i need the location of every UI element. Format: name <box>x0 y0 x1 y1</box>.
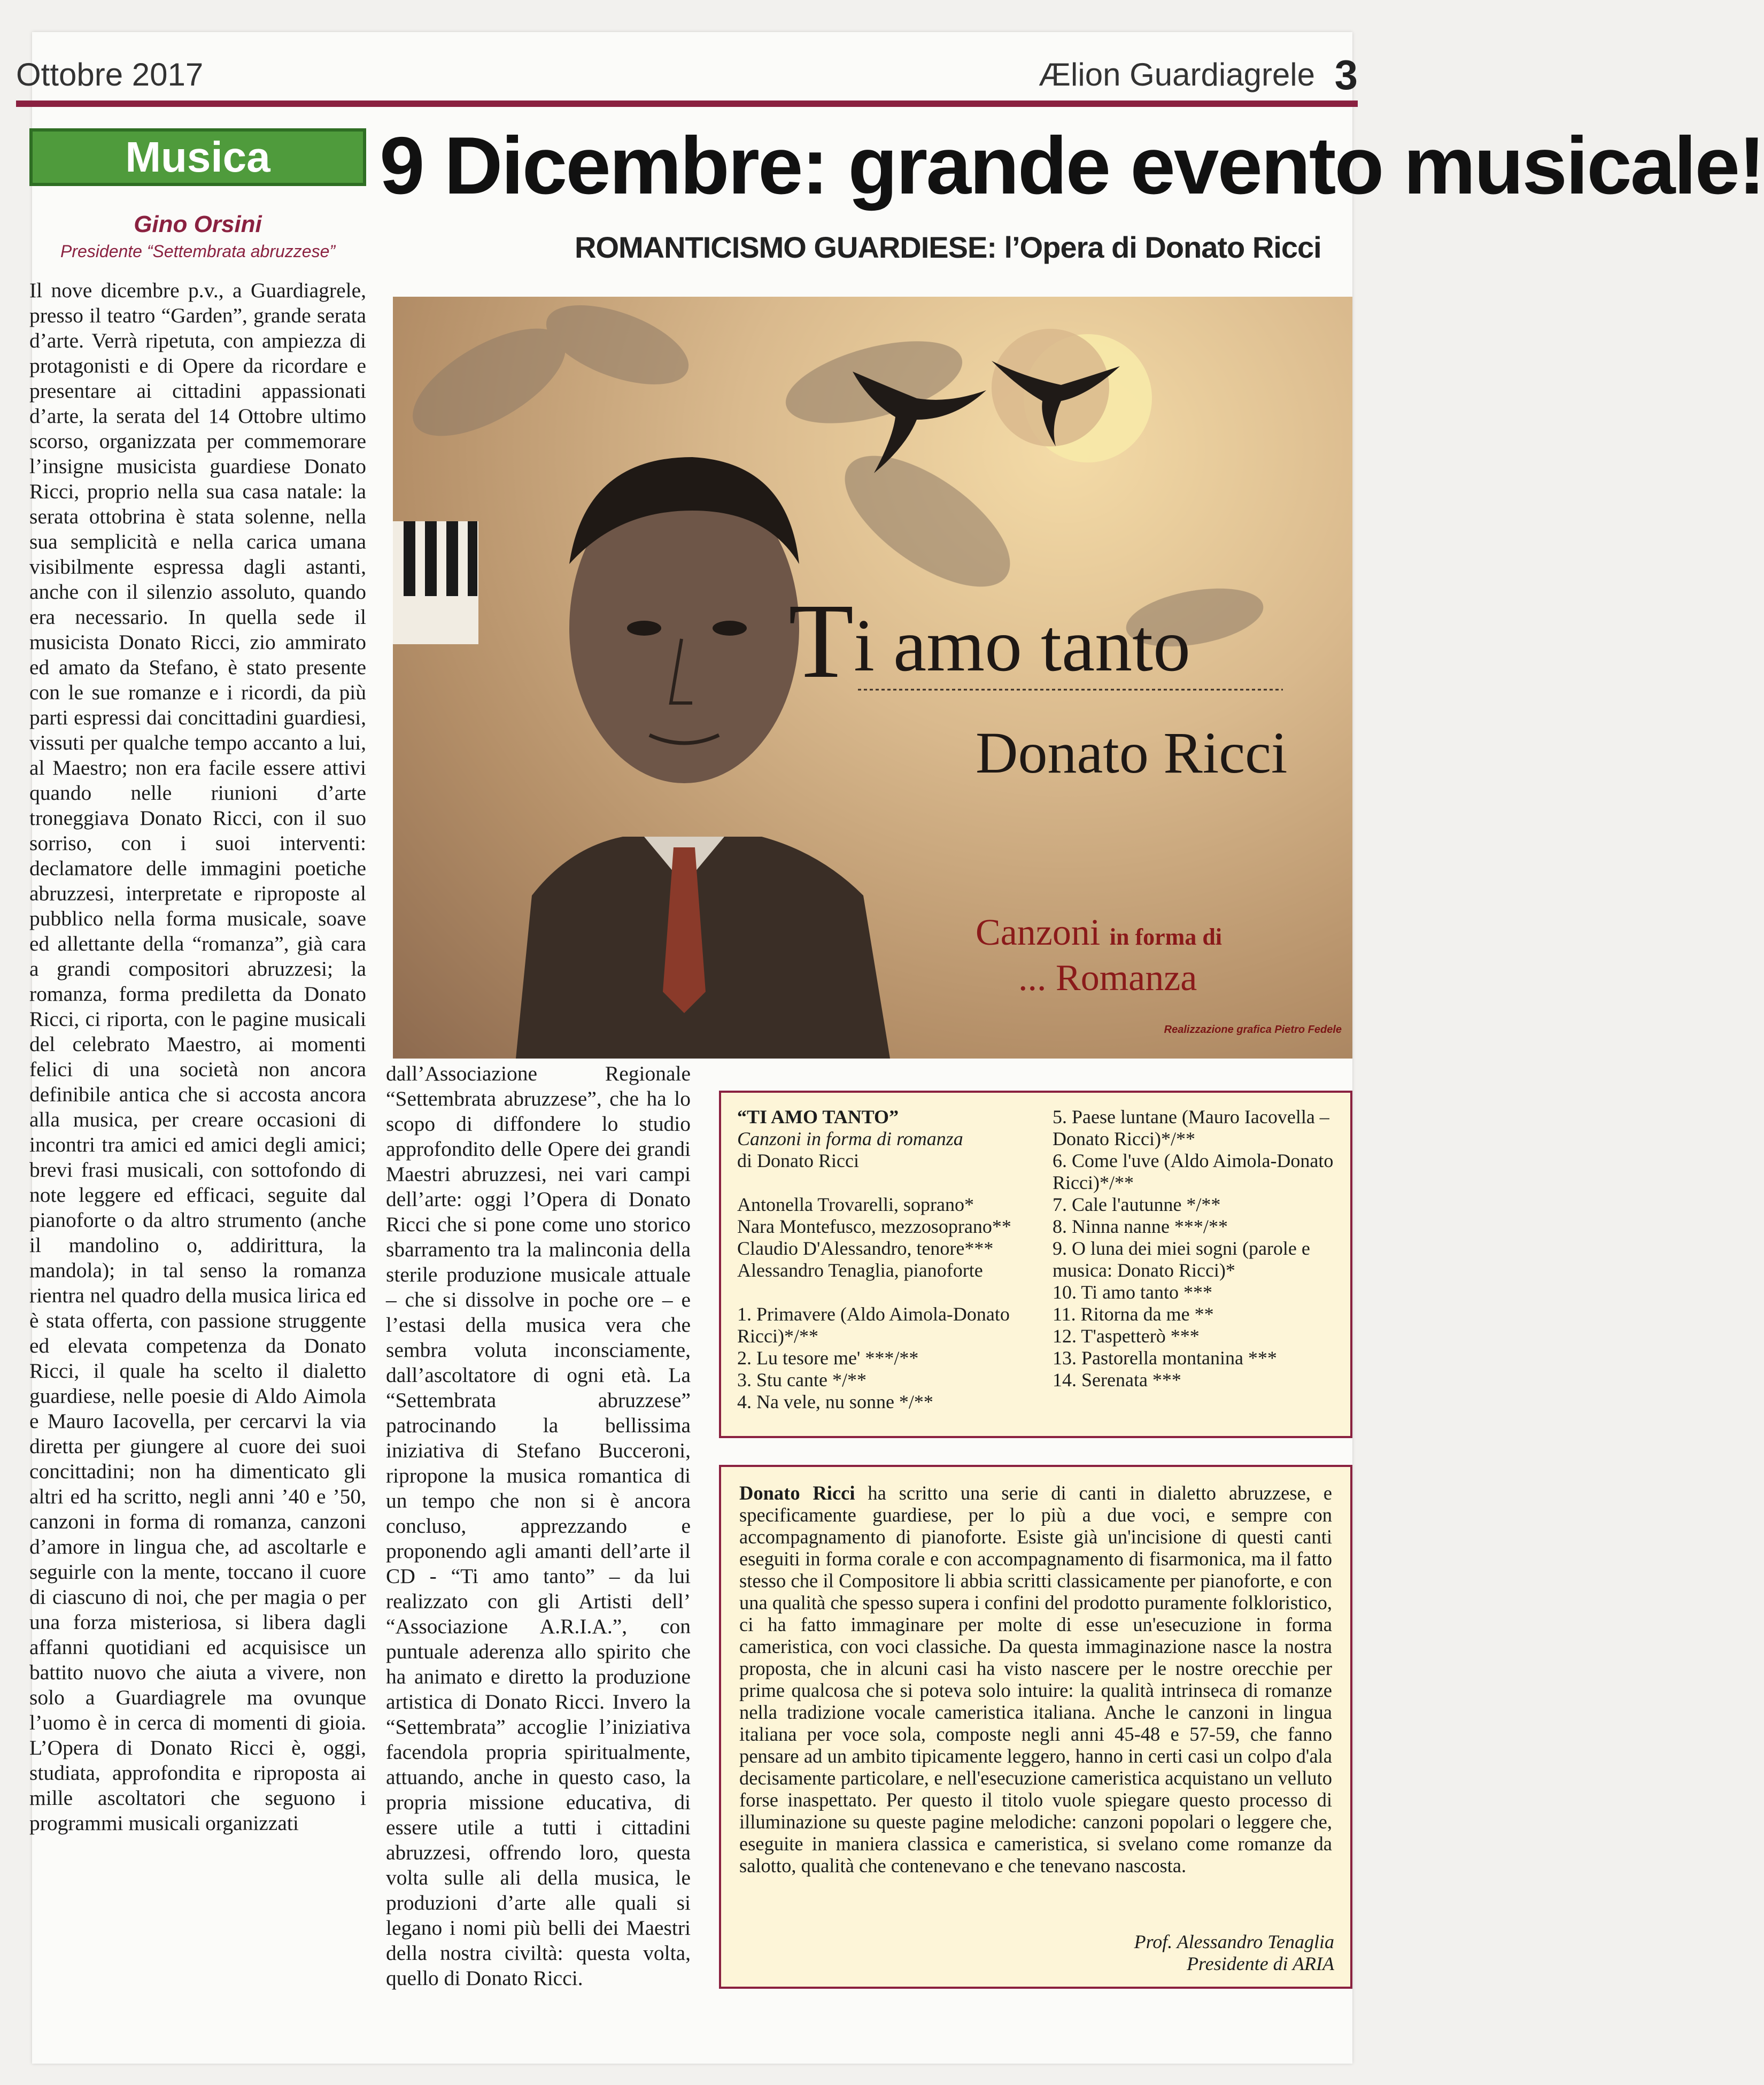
cover-tagline-1 <box>976 912 1222 954</box>
track-item: 9. O luna dei miei sogni (parole e musica: Donato Ricci)* <box>1053 1238 1310 1281</box>
cover-tagline-2-initial: R <box>1056 957 1081 999</box>
signature <box>1134 1931 1334 1975</box>
header-rule <box>16 101 1358 107</box>
note-lead: Donato Ricci <box>739 1482 855 1504</box>
publication-name: Ælion Guardiagrele <box>1039 57 1315 92</box>
cover-composer: Donato Ricci <box>976 720 1288 785</box>
note-text: ha scritto una serie di canti in dialetto abruzzese, e specificamente guardiese, per lo più a due voci, e sempre con accompagnamento di pianoforte. Esiste già un'incisione di questi canti eseguiti in forma corale e con accompagnamento di fisarmonica, ma il fatto stesso che il Compositore li abbia scritti classicamente per pianoforte, e con una qualità che spesso supera i confini del prodotto puramente folkloristico, ci ha fatto immaginare per molte di esse un'esecuzione in forma cameristica, con voci classiche. Da questa immaginazione nasce la nostra proposta, che in alcuni casi ha visto nascere per le nostre orecchie per prime qualcosa che si poteva solo intuire: la qualità intrinseca di romanze nella tradizione vocale cameristica italiana. Anche le canzoni in lingua italiana per voce sola, composte negli anni 45-48 e 57-59, che fanno pensare ad un ambito tipicamente leggero, hanno in certi casi un colpo d'ala decisamente particolare, e nell'esecuzione cameristica acquistano un velluto forse inaspettato. Per questo il titolo vuole spiegare questo processo di illuminazione su queste pagine melodiche: canzoni popolari o leggere che, eseguite in maniera classica e cameristica, si svelano come romanze da salotto, qualità che contenevano e che tenevano nascosta. <box>739 1482 1332 1876</box>
cover-tagline-2 <box>1018 957 1197 1000</box>
track-item: 6. Come l'uve (Aldo Aimola-Donato Ricci)*/** <box>1053 1150 1334 1193</box>
cover-tagline-initial: C <box>976 912 1001 953</box>
track-item: 7. Cale l'autunne */** <box>1053 1194 1221 1215</box>
headline: 9 Dicembre: grande evento musicale! <box>380 120 1764 211</box>
cover-title-initial: T <box>788 582 854 700</box>
cover-title <box>788 580 1190 702</box>
author-role: Presidente “Settembrata abruzzese” <box>60 242 336 261</box>
cover-tagline-dots: ... <box>1018 957 1047 999</box>
section-label: Musica <box>29 128 366 186</box>
cover-tagline-word: anzoni <box>1000 912 1101 953</box>
track-item: 8. Ninna nanne ***/** <box>1053 1216 1228 1237</box>
track-item: 11. Ritorna da me ** <box>1053 1303 1214 1325</box>
page-number: 3 <box>1334 51 1358 98</box>
portrait-silhouette <box>516 457 890 1059</box>
cover-credit: Realizzazione grafica Pietro Fedele <box>1164 1024 1342 1036</box>
track-item: 5. Paese luntane (Mauro Iacovella – Donato Ricci)*/** <box>1053 1106 1329 1149</box>
track-item: 10. Ti amo tanto *** <box>1053 1281 1213 1303</box>
cd-cover-image <box>393 297 1352 1059</box>
cd-title: “TI AMO TANTO” <box>737 1106 899 1128</box>
cover-tagline-small: in forma di <box>1109 924 1223 950</box>
performer: Antonella Trovarelli, soprano* <box>737 1194 974 1215</box>
track-item: 12. T'aspetterò *** <box>1053 1325 1200 1347</box>
cd-subtitle: Canzoni in forma di romanza <box>737 1128 963 1149</box>
track-item: 3. Stu cante */** <box>737 1369 866 1391</box>
track-item: 4. Na vele, nu sonne */** <box>737 1391 933 1412</box>
composer-note-box <box>719 1465 1352 1989</box>
performer: Nara Montefusco, mezzosoprano** <box>737 1216 1011 1237</box>
cover-title-rest: i amo tanto <box>854 604 1191 687</box>
tracklist-left <box>737 1106 1036 1413</box>
cd-tracklist-box <box>719 1091 1352 1438</box>
signature-name: Prof. Alessandro Tenaglia <box>1134 1931 1334 1952</box>
cd-author: di Donato Ricci <box>737 1150 859 1171</box>
article-column-1: Il nove dicembre p.v., a Guardiagrele, presso il teatro “Garden”, grande serata d’arte. Verrà ripetuta, con ampiezza di protagonisti e di Opere da ricordare e presentare ai cittadini appassionati d’arte, la serata del 14 Ottobre ultimo scorso, organizzata per commemorare l’insigne musicista guardiese Donato Ricci, proprio nella sua casa natale: la serata ottobrina è stata solenne, nella sua semplicità e nella carica umana visibilmente espressa dagli astanti, anche con il silenzio assoluto, quando era necessario. In quella sede il musicista Donato Ricci, zio ammirato ed amato da Stefano, è stato presente con le sue romanze e i ricordi, da più parti espressi dai concittadini guardiesi, vissuti per qualche tempo accanto a lui, al Maestro; non era facile essere attivi quando nelle riunioni d’arte troneggiava Donato Ricci, con il suo sorriso, con i suoi interventi: declamatore delle immagini poetiche abruzzesi, interpretate e riproposte al pubblico nella forma musicale, soave ed allettante della “romanza”, già cara a grandi compositori abruzzesi; la romanza, forma prediletta da Donato Ricci, ci riporta, con le pagine musicali del celebrato Maestro, ai momenti felici di una società non ancora definibile antica che si accosta ancora alla musica, per creare occasioni di incontri tra amici ed amici degli amici; brevi frasi musicali, con sottofondo di note leggere ed efficaci, seguite dal pianoforte o da altro strumento (anche il mandolino o, addirittura, la mandola); in tal senso la romanza rientra nel quadro della musica lirica ed è stata offerta, con passione struggente ed elevata competenza da Donato Ricci, il quale ha scelto il dialetto guardiese, nelle poesie di Aldo Aimola e Mauro Iacovella, per cercarvi la via diretta per giungere al cuore dei suoi concittadini; non ha dimenticato gli altri ed ha scritto, negli anni ’40 e ’50, canzoni in forma di romanza, canzoni d’amore in lingua che, ad ascoltarle e seguirle con la mente, toccano il cuore di ciascuno di noi, che per magia o per una forza misteriosa, si libera dagli affanni quotidiani ed acquisisce un battito nuovo che aiuta a vivere, non solo a Guardiagrele ma ovunque l’uomo è in cerca di momenti di gioia. L’Opera di Donato Ricci è, oggi, studiata, approfondita e riproposta ai mille ascoltatori che seguono i programmi musicali organizzati <box>29 279 366 1835</box>
author-name: Gino Orsini <box>134 211 262 237</box>
track-item: 13. Pastorella montanina *** <box>1053 1347 1277 1369</box>
piano-keys-shape <box>393 521 478 644</box>
track-item: 1. Primavere (Aldo Aimola-Donato Ricci)*/** <box>737 1303 1010 1347</box>
signature-role: Presidente di ARIA <box>1187 1953 1334 1974</box>
track-item: 2. Lu tesore me' ***/** <box>737 1347 919 1369</box>
performer: Alessandro Tenaglia, pianoforte <box>737 1260 983 1281</box>
issue-date: Ottobre 2017 <box>16 57 204 92</box>
subheadline: ROMANTICISMO GUARDIESE: l’Opera di Donato Ricci <box>575 230 1321 264</box>
track-item: 14. Serenata *** <box>1053 1369 1181 1391</box>
tracklist-right <box>1053 1106 1341 1391</box>
article-column-2: dall’Associazione Regionale “Settembrata abruzzese”, che ha lo scopo di diffondere lo studio approfondito delle Opere dei grandi Maestri abruzzesi, nei vari campi dell’arte: oggi l’Opera di Donato Ricci che si pone come uno storico sbarramento tra la malinconia della sterile produzione musicale attuale – che si dissolve in poche ore – e l’estasi della musica vera che sembra voluta inconsciamente, dall’ascoltatore di ogni età. La “Settembrata abruzzese” patrocinando la bellissima iniziativa di Stefano Bucceroni, ripropone la musica romantica di un tempo che non si è ancora concluso, apprezzando e proponendo agli amanti dell’arte il CD - “Ti amo tanto” – da lui realizzato con gli Artisti dell’ “Associazione A.R.I.A.”, con puntuale aderenza allo spirito che ha animato e diretto la produzione artistica di Donato Ricci. Invero la “Settembrata” accoglie l’iniziativa facendola propria spiritualmente, attuando, anche in questo caso, la propria missione educativa, di essere utile a tutti i cittadini abruzzesi, offrendo loro, questa volta sulle ali della musica, le produzioni d’arte alle quali si legano i nomi più belli dei Maestri della nostra civiltà: questa volta, quello di Donato Ricci. <box>386 1062 691 1990</box>
performer: Claudio D'Alessandro, tenore*** <box>737 1238 994 1259</box>
cover-tagline-2-word: omanza <box>1080 957 1197 999</box>
